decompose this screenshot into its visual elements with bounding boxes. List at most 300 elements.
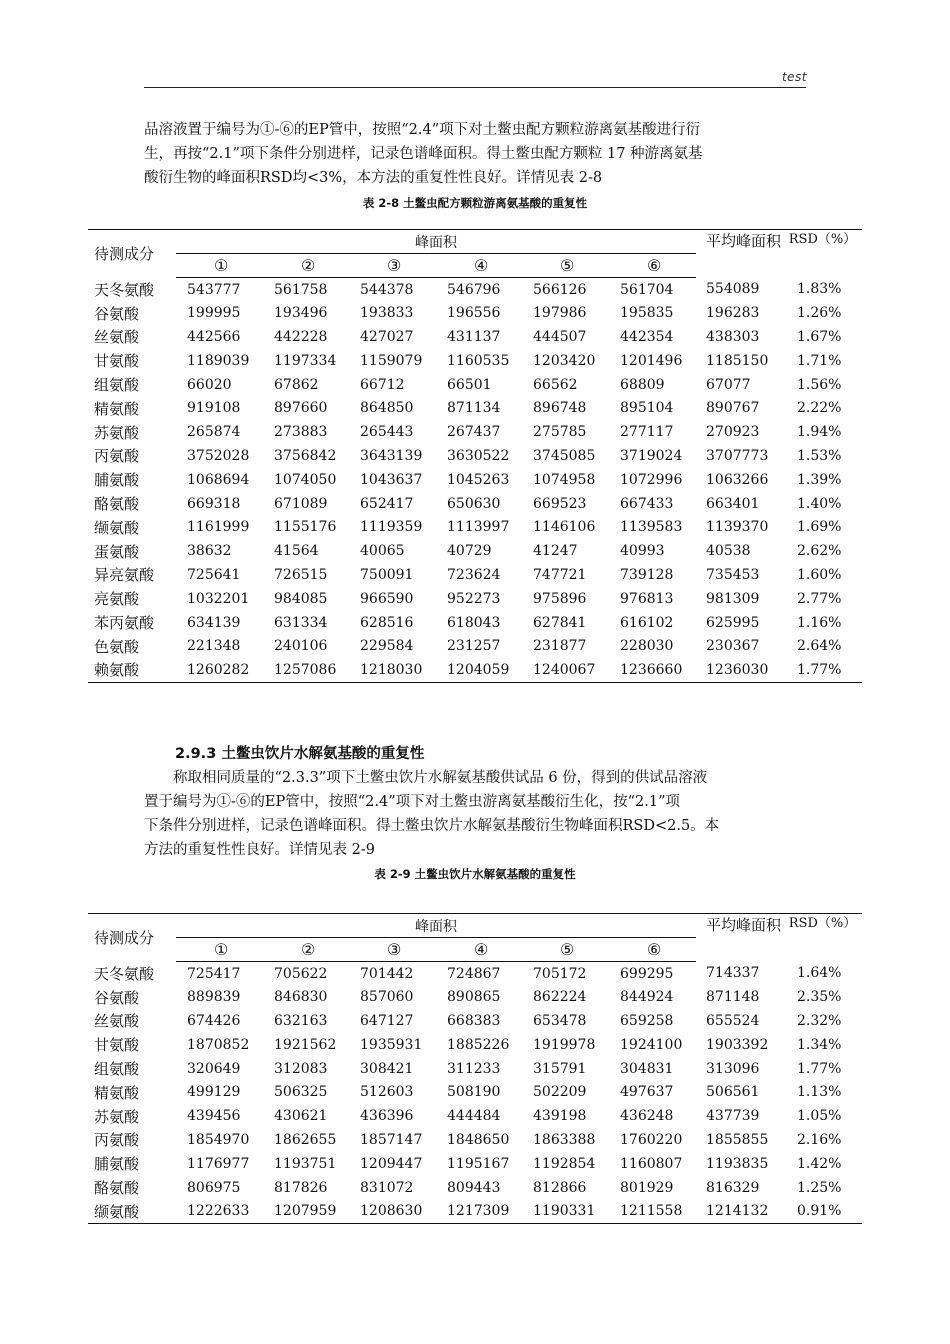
- header-avg-peak-area: 平均峰面积: [696, 230, 783, 278]
- peak-area-value: 1209447: [360, 1155, 423, 1172]
- intro-paragraph: [144, 118, 808, 190]
- rsd-value: 1.34%: [797, 1036, 842, 1053]
- avg-peak-area-value: 981309: [706, 590, 760, 607]
- peak-area-value: 3630522: [447, 447, 510, 464]
- peak-area-value: 669318: [187, 495, 241, 512]
- peak-area-value: 1190331: [522, 1199, 609, 1223]
- table2-caption: 表 2-9 土鳖虫饮片水解氨基酸的重复性: [374, 867, 576, 881]
- peak-area-value: 508190: [447, 1084, 501, 1101]
- peak-area-value: 193496: [274, 305, 328, 322]
- peak-area-value: 199995: [187, 305, 241, 322]
- peak-area-value: 631334: [274, 614, 328, 631]
- peak-area-value: 561704: [620, 281, 674, 298]
- peak-area-value: 1870852: [187, 1036, 250, 1053]
- peak-area-value: 669523: [533, 495, 587, 512]
- table-row: [88, 301, 862, 325]
- peak-area-value: 231877: [533, 638, 587, 655]
- peak-area-value: 231257: [447, 638, 501, 655]
- peak-area-value: 444484: [447, 1108, 501, 1125]
- avg-peak-area-value: 871148: [706, 989, 760, 1006]
- peak-area-value: 701442: [360, 965, 414, 982]
- rsd-value: 2.16%: [797, 1131, 842, 1148]
- table-row: [88, 1176, 862, 1200]
- peak-area-value: 1760220: [620, 1131, 683, 1148]
- peak-area-value: 723624: [447, 566, 501, 583]
- peak-area-value: 1854970: [187, 1131, 250, 1148]
- peak-area-value: 1204059: [436, 658, 522, 682]
- peak-area-value: 66562: [533, 376, 578, 393]
- table1-caption: 表 2-8 土鳖虫配方颗粒游离氨基酸的重复性: [362, 196, 588, 210]
- peak-area-value: 671089: [274, 495, 328, 512]
- component-name: 缬氨酸: [94, 518, 140, 537]
- peak-area-value: 1159079: [360, 352, 423, 369]
- peak-area-value: 750091: [360, 566, 414, 583]
- peak-area-value: 67862: [274, 376, 319, 393]
- rsd-value: 2.77%: [797, 590, 842, 607]
- peak-area-value: 895104: [620, 400, 674, 417]
- peak-area-value: 546796: [447, 281, 501, 298]
- header-sample-1: ①: [176, 254, 263, 278]
- peak-area-value: 1208630: [349, 1199, 436, 1223]
- peak-area-value: 566126: [533, 281, 587, 298]
- header-sample-4: ④: [436, 938, 522, 962]
- peak-area-value: 984085: [274, 590, 328, 607]
- header-rsd: RSD（%）: [783, 230, 862, 278]
- intro-line: 品溶液置于编号为①-⑥的EP管中，按照“2.4”项下对土鳖虫配方颗粒游离氨基酸进行衍: [144, 122, 701, 138]
- avg-peak-area-value: 67077: [706, 376, 751, 393]
- peak-area-value: 1043637: [360, 471, 423, 488]
- table-row: [88, 1128, 862, 1152]
- avg-peak-area-value: 196283: [706, 305, 760, 322]
- peak-area-value: 1921562: [274, 1036, 337, 1053]
- peak-area-value: 1218030: [349, 658, 436, 682]
- peak-area-value: 436396: [360, 1108, 414, 1125]
- peak-area-value: 647127: [360, 1012, 414, 1029]
- component-name: 天冬氨酸: [94, 280, 155, 299]
- peak-area-value: 1032201: [187, 590, 250, 607]
- avg-peak-area-value: 1139370: [706, 519, 769, 536]
- avg-peak-area-value: 714337: [706, 965, 760, 982]
- avg-peak-area-value: 1214132: [696, 1199, 783, 1223]
- rsd-value: 1.16%: [797, 614, 842, 631]
- avg-peak-area-value: 3707773: [706, 447, 769, 464]
- avg-peak-area-value: 663401: [706, 495, 760, 512]
- header-sample-6: ⑥: [609, 254, 696, 278]
- table-row: [88, 1009, 862, 1033]
- peak-area-value: 618043: [447, 614, 501, 631]
- component-name: 脯氨酸: [94, 471, 140, 490]
- peak-area-value: 1119359: [360, 519, 423, 536]
- rsd-value: 2.32%: [797, 1012, 842, 1029]
- peak-area-value: 40729: [447, 543, 492, 560]
- rsd-value: 1.40%: [797, 495, 842, 512]
- avg-peak-area-value: 1185150: [706, 352, 769, 369]
- peak-area-value: 308421: [360, 1060, 414, 1077]
- peak-area-value: 3643139: [360, 447, 423, 464]
- peak-area-value: 196556: [447, 305, 501, 322]
- peak-area-value: 193833: [360, 305, 414, 322]
- header-sample-1: ①: [176, 938, 263, 962]
- intro-line: 生，再按“2.1”项下条件分别进样，记录色谱峰面积。得土鳖虫配方颗粒 17 种游离氨基: [144, 146, 703, 162]
- peak-area-value: 966590: [360, 590, 414, 607]
- rsd-value: 1.64%: [797, 965, 842, 982]
- peak-area-value: 1211558: [609, 1199, 696, 1223]
- peak-area-value: 66712: [360, 376, 405, 393]
- peak-area-value: 275785: [533, 424, 587, 441]
- rsd-value: 2.62%: [797, 543, 842, 560]
- rsd-value: 1.60%: [797, 566, 842, 583]
- peak-area-value: 439198: [533, 1108, 587, 1125]
- rsd-value: 1.94%: [797, 424, 842, 441]
- component-name: 酪氨酸: [94, 1179, 140, 1198]
- peak-area-value: 919108: [187, 400, 241, 417]
- table-row: [88, 325, 862, 349]
- component-name: 甘氨酸: [94, 1036, 140, 1055]
- peak-area-value: 1885226: [447, 1036, 510, 1053]
- table-row: [88, 962, 862, 986]
- table-row: [88, 420, 862, 444]
- peak-area-value: 66501: [447, 376, 492, 393]
- peak-area-value: 544378: [360, 281, 414, 298]
- peak-area-value: 871134: [447, 400, 501, 417]
- peak-area-value: 442228: [274, 328, 328, 345]
- avg-peak-area-value: 506561: [706, 1084, 760, 1101]
- avg-peak-area-value: 1193835: [706, 1155, 769, 1172]
- avg-peak-area-value: 655524: [706, 1012, 760, 1029]
- section-line: 下条件分别进样，记录色谱峰面积。得土鳖虫饮片水解氨基酸衍生物峰面积RSD<2.5。本: [144, 818, 720, 834]
- header-sample-6: ⑥: [609, 938, 696, 962]
- peak-area-value: 229584: [360, 638, 414, 655]
- table-row: [88, 1104, 862, 1128]
- table-row: [88, 468, 862, 492]
- component-name: 缬氨酸: [88, 1199, 176, 1223]
- table-row: [88, 1199, 862, 1223]
- component-name: 丙氨酸: [94, 1131, 140, 1150]
- peak-area-value: 674426: [187, 1012, 241, 1029]
- peak-area-value: 240106: [274, 638, 328, 655]
- section-title: 2.9.3 土鳖虫饮片水解氨基酸的重复性: [175, 746, 425, 762]
- peak-area-value: 1201496: [620, 352, 683, 369]
- peak-area-value: 265874: [187, 424, 241, 441]
- avg-peak-area-value: 230367: [706, 638, 760, 655]
- component-name: 色氨酸: [94, 637, 140, 656]
- peak-area-value: 40993: [620, 543, 665, 560]
- component-name: 酪氨酸: [94, 495, 140, 514]
- rsd-value: 1.25%: [797, 1179, 842, 1196]
- peak-area-value: 896748: [533, 400, 587, 417]
- header-peak-area: 峰面积: [176, 230, 696, 254]
- peak-area-value: 1074958: [533, 471, 596, 488]
- table-row: [88, 373, 862, 397]
- peak-area-value: 68809: [620, 376, 665, 393]
- peak-area-value: 427027: [360, 328, 414, 345]
- rsd-value: 0.91%: [783, 1199, 862, 1223]
- table-row: [88, 396, 862, 420]
- peak-area-value: 724867: [447, 965, 501, 982]
- avg-peak-area-value: 438303: [706, 328, 760, 345]
- component-name: 脯氨酸: [94, 1155, 140, 1174]
- rsd-value: 1.13%: [797, 1084, 842, 1101]
- peak-area-value: 1203420: [533, 352, 596, 369]
- component-name: 亮氨酸: [94, 590, 140, 609]
- rsd-value: 1.39%: [797, 471, 842, 488]
- header-sample-2: ②: [263, 938, 349, 962]
- component-name: 精氨酸: [94, 399, 140, 418]
- peak-area-value: 1217309: [436, 1199, 522, 1223]
- peak-area-value: 1155176: [274, 519, 337, 536]
- peak-area-value: 1207959: [263, 1199, 349, 1223]
- peak-area-value: 975896: [533, 590, 587, 607]
- peak-area-value: 3752028: [187, 447, 250, 464]
- peak-area-value: 667433: [620, 495, 674, 512]
- peak-area-value: 806975: [187, 1179, 241, 1196]
- peak-area-value: 952273: [447, 590, 501, 607]
- peak-area-value: 502209: [533, 1084, 587, 1101]
- peak-area-value: 506325: [274, 1084, 328, 1101]
- peak-area-value: 431137: [447, 328, 501, 345]
- peak-area-value: 812866: [533, 1179, 587, 1196]
- rsd-value: 1.77%: [783, 658, 862, 682]
- avg-peak-area-value: 735453: [706, 566, 760, 583]
- peak-area-value: 221348: [187, 638, 241, 655]
- peak-area-value: 499129: [187, 1084, 241, 1101]
- peak-area-value: 1146106: [533, 519, 596, 536]
- peak-area-value: 442566: [187, 328, 241, 345]
- avg-peak-area-value: 1855855: [706, 1131, 769, 1148]
- component-name: 谷氨酸: [94, 304, 140, 323]
- peak-area-value: 652417: [360, 495, 414, 512]
- component-name: 甘氨酸: [94, 352, 140, 371]
- peak-area-value: 265443: [360, 424, 414, 441]
- peak-area-value: 705172: [533, 965, 587, 982]
- avg-peak-area-value: 1903392: [706, 1036, 769, 1053]
- peak-area-value: 616102: [620, 614, 674, 631]
- rsd-value: 1.83%: [797, 281, 842, 298]
- peak-area-value: 889839: [187, 989, 241, 1006]
- peak-area-value: 846830: [274, 989, 328, 1006]
- table-row: [88, 539, 862, 563]
- peak-area-value: 1072996: [620, 471, 683, 488]
- peak-area-value: 1074050: [274, 471, 337, 488]
- header-avg-peak-area: 平均峰面积: [696, 914, 783, 962]
- peak-area-value: 809443: [447, 1179, 501, 1196]
- section-line: 称取相同质量的“2.3.3”项下土鳖虫饮片水解氨基酸供试品 6 份，得到的供试品溶液: [144, 770, 708, 786]
- rsd-value: 1.69%: [797, 519, 842, 536]
- peak-area-value: 311233: [447, 1060, 501, 1077]
- component-name: 谷氨酸: [94, 988, 140, 1007]
- table1: [88, 229, 862, 683]
- header-sample-5: ⑤: [522, 254, 609, 278]
- peak-area-value: 862224: [533, 989, 587, 1006]
- peak-area-value: 41564: [274, 543, 319, 560]
- peak-area-value: 857060: [360, 989, 414, 1006]
- peak-area-value: 1924100: [620, 1036, 683, 1053]
- peak-area-value: 1848650: [447, 1131, 510, 1148]
- component-name: 天冬氨酸: [94, 964, 155, 983]
- peak-area-value: 1863388: [533, 1131, 596, 1148]
- peak-area-value: 1222633: [176, 1199, 263, 1223]
- peak-area-value: 320649: [187, 1060, 241, 1077]
- avg-peak-area-value: 313096: [706, 1060, 760, 1077]
- avg-peak-area-value: 554089: [706, 281, 760, 298]
- peak-area-value: 801929: [620, 1179, 674, 1196]
- component-name: 蛋氨酸: [94, 542, 140, 561]
- peak-area-value: 273883: [274, 424, 328, 441]
- peak-area-value: 1935931: [360, 1036, 423, 1053]
- avg-peak-area-value: 40538: [706, 543, 751, 560]
- peak-area-value: 3719024: [620, 447, 683, 464]
- peak-area-value: 650630: [447, 495, 501, 512]
- rsd-value: 1.26%: [797, 305, 842, 322]
- peak-area-value: 1161999: [187, 519, 250, 536]
- peak-area-value: 3745085: [533, 447, 596, 464]
- peak-area-value: 864850: [360, 400, 414, 417]
- peak-area-value: 747721: [533, 566, 587, 583]
- rsd-value: 1.71%: [797, 352, 842, 369]
- peak-area-value: 632163: [274, 1012, 328, 1029]
- peak-area-value: 1257086: [263, 658, 349, 682]
- table-row: [88, 1080, 862, 1104]
- peak-area-value: 1045263: [447, 471, 510, 488]
- table-row: [88, 1033, 862, 1057]
- running-header: test: [781, 70, 807, 84]
- header-peak-area: 峰面积: [176, 914, 696, 938]
- peak-area-value: 1139583: [620, 519, 683, 536]
- component-name: 组氨酸: [94, 1060, 140, 1079]
- table-row: [88, 587, 862, 611]
- header-sample-3: ③: [349, 938, 436, 962]
- peak-area-value: 228030: [620, 638, 674, 655]
- table-row: [88, 278, 862, 302]
- peak-area-value: 3756842: [274, 447, 337, 464]
- peak-area-value: 725641: [187, 566, 241, 583]
- header-rsd: RSD（%）: [783, 914, 862, 962]
- section-line: 方法的重复性性良好。详情见表 2-9: [144, 842, 375, 858]
- rsd-value: 2.22%: [797, 400, 842, 417]
- table-row: [88, 515, 862, 539]
- peak-area-value: 1240067: [522, 658, 609, 682]
- rsd-value: 1.42%: [797, 1155, 842, 1172]
- peak-area-value: 442354: [620, 328, 674, 345]
- peak-area-value: 634139: [187, 614, 241, 631]
- peak-area-value: 436248: [620, 1108, 674, 1125]
- table-row: [88, 563, 862, 587]
- peak-area-value: 1857147: [360, 1131, 423, 1148]
- peak-area-value: 277117: [620, 424, 674, 441]
- peak-area-value: 40065: [360, 543, 405, 560]
- rsd-value: 1.67%: [797, 328, 842, 345]
- peak-area-value: 312083: [274, 1060, 328, 1077]
- component-name: 苯丙氨酸: [94, 614, 155, 633]
- peak-area-value: 1113997: [447, 519, 510, 536]
- peak-area-value: 197986: [533, 305, 587, 322]
- component-name: 苏氨酸: [94, 1107, 140, 1126]
- peak-area-value: 699295: [620, 965, 674, 982]
- peak-area-value: 739128: [620, 566, 674, 583]
- table-row: [88, 611, 862, 635]
- table2: [88, 913, 862, 1224]
- peak-area-value: 195835: [620, 305, 674, 322]
- peak-area-value: 439456: [187, 1108, 241, 1125]
- component-name: 苏氨酸: [94, 423, 140, 442]
- peak-area-value: 304831: [620, 1060, 674, 1077]
- peak-area-value: 1192854: [533, 1155, 596, 1172]
- rsd-value: 2.64%: [797, 638, 842, 655]
- section-paragraph: [144, 766, 808, 862]
- component-name: 精氨酸: [94, 1083, 140, 1102]
- rsd-value: 1.56%: [797, 376, 842, 393]
- table-row: [88, 985, 862, 1009]
- avg-peak-area-value: 1236030: [696, 658, 783, 682]
- section-line: 置于编号为①-⑥的EP管中，按照“2.4”项下对土鳖虫游离氨基酸衍生化，按“2.1”项: [144, 794, 681, 810]
- peak-area-value: 1193751: [274, 1155, 337, 1172]
- rsd-value: 1.53%: [797, 447, 842, 464]
- peak-area-value: 844924: [620, 989, 674, 1006]
- header-sample-4: ④: [436, 254, 522, 278]
- intro-line: 酸衍生物的峰面积RSD均<3%，本方法的重复性性良好。详情见表 2-8: [144, 170, 603, 186]
- peak-area-value: 705622: [274, 965, 328, 982]
- peak-area-value: 817826: [274, 1179, 328, 1196]
- header-component: 待测成分: [88, 914, 176, 962]
- peak-area-value: 444507: [533, 328, 587, 345]
- component-name: 组氨酸: [94, 376, 140, 395]
- table-row: [88, 492, 862, 516]
- peak-area-value: 1260282: [176, 658, 263, 682]
- peak-area-value: 890865: [447, 989, 501, 1006]
- peak-area-value: 897660: [274, 400, 328, 417]
- peak-area-value: 1176977: [187, 1155, 250, 1172]
- peak-area-value: 725417: [187, 965, 241, 982]
- rsd-value: 1.05%: [797, 1108, 842, 1125]
- peak-area-value: 512603: [360, 1084, 414, 1101]
- peak-area-value: 1862655: [274, 1131, 337, 1148]
- peak-area-value: 627841: [533, 614, 587, 631]
- table-row: [88, 658, 862, 682]
- peak-area-value: 976813: [620, 590, 674, 607]
- header-component: 待测成分: [88, 230, 176, 278]
- peak-area-value: 1197334: [274, 352, 337, 369]
- peak-area-value: 831072: [360, 1179, 414, 1196]
- peak-area-value: 1160535: [447, 352, 510, 369]
- peak-area-value: 1189039: [187, 352, 250, 369]
- peak-area-value: 430621: [274, 1108, 328, 1125]
- component-name: 丝氨酸: [94, 1012, 140, 1031]
- rsd-value: 2.35%: [797, 989, 842, 1006]
- table-row: [88, 1057, 862, 1081]
- peak-area-value: 726515: [274, 566, 328, 583]
- peak-area-value: 38632: [187, 543, 232, 560]
- avg-peak-area-value: 816329: [706, 1179, 760, 1196]
- avg-peak-area-value: 270923: [706, 424, 760, 441]
- header-rule: [144, 87, 806, 88]
- avg-peak-area-value: 1063266: [706, 471, 769, 488]
- avg-peak-area-value: 625995: [706, 614, 760, 631]
- peak-area-value: 497637: [620, 1084, 674, 1101]
- table-row: [88, 634, 862, 658]
- peak-area-value: 561758: [274, 281, 328, 298]
- peak-area-value: 659258: [620, 1012, 674, 1029]
- header-sample-3: ③: [349, 254, 436, 278]
- table-row: [88, 349, 862, 373]
- peak-area-value: 1236660: [609, 658, 696, 682]
- avg-peak-area-value: 890767: [706, 400, 760, 417]
- component-name: 丝氨酸: [94, 328, 140, 347]
- component-name: 赖氨酸: [88, 658, 176, 682]
- header-sample-2: ②: [263, 254, 349, 278]
- peak-area-value: 653478: [533, 1012, 587, 1029]
- peak-area-value: 1160807: [620, 1155, 683, 1172]
- peak-area-value: 1068694: [187, 471, 250, 488]
